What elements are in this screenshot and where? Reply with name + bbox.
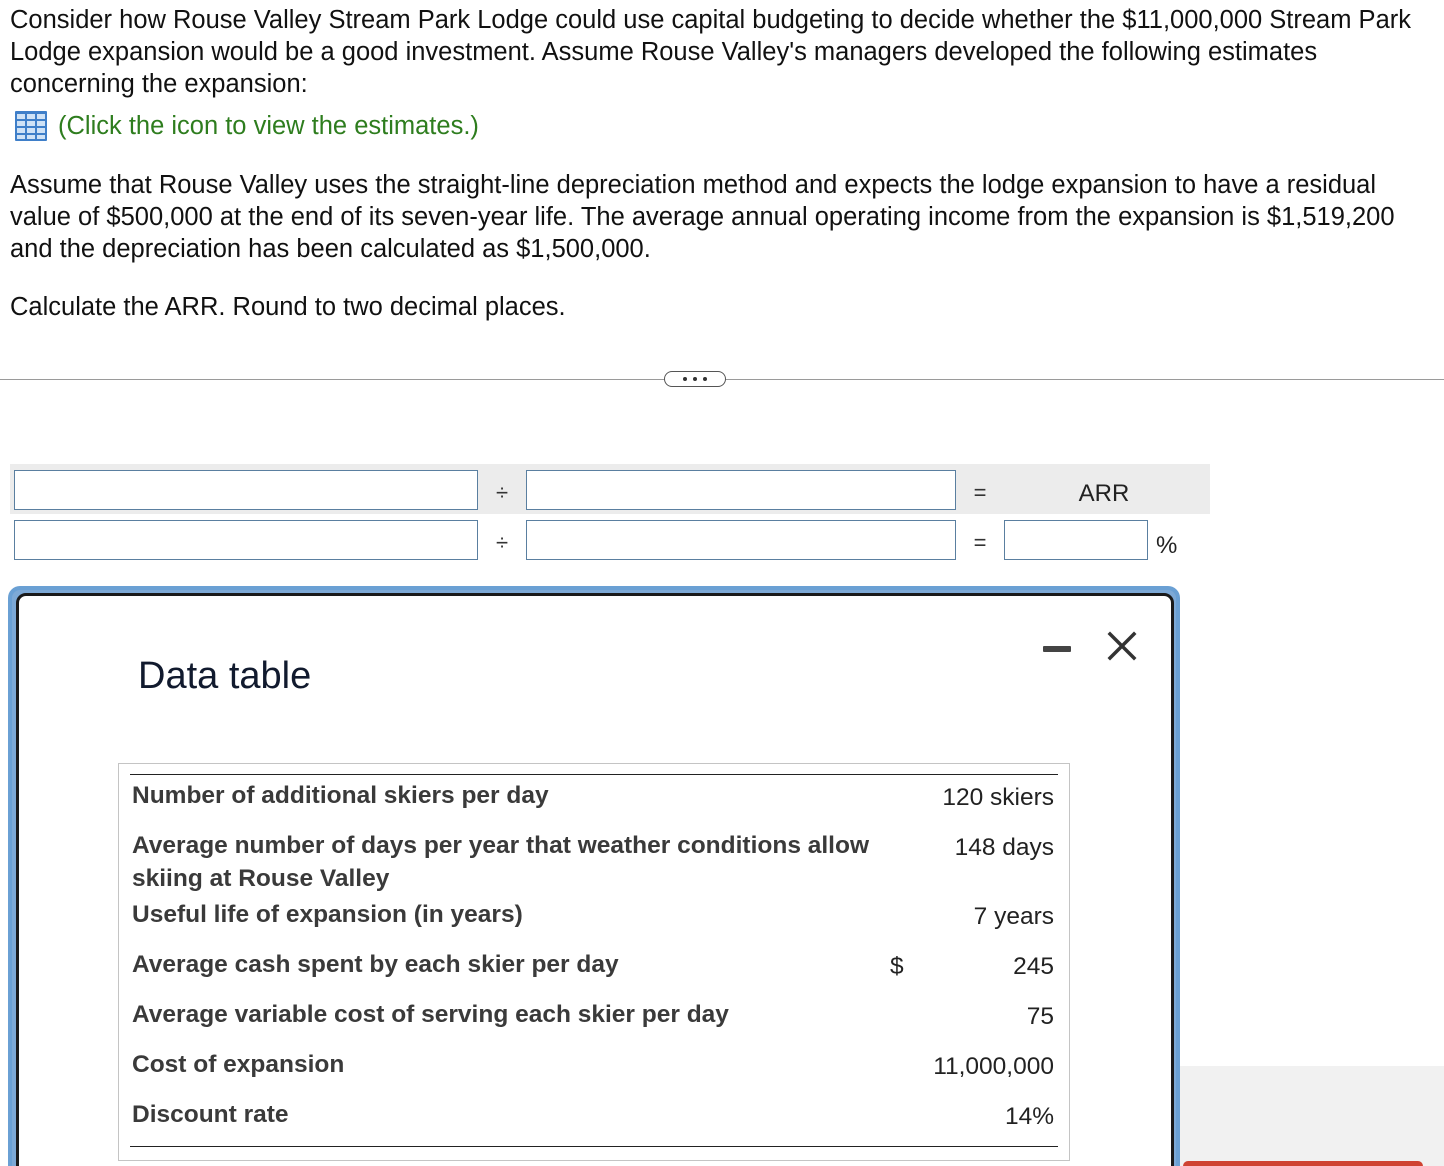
- problem-assumption: Assume that Rouse Valley uses the straight-line depreciation method and expects the lodge expansion to have a residual value of $500,000 at the end of its seven-year life. The average annual operating income from the expansion is $1,519,200 and the depreciation has been calculated as $1,500,000.: [10, 171, 1395, 263]
- arr-result-input[interactable]: [1004, 520, 1148, 560]
- problem-instruction: Calculate the ARR. Round to two decimal places.: [10, 293, 566, 321]
- equals-sign: =: [973, 530, 987, 555]
- row1-numerator-input[interactable]: [14, 470, 478, 510]
- table-row-value: 148 days: [954, 834, 1054, 861]
- equals-sign: =: [973, 480, 987, 505]
- table-row-label: Useful life of expansion (in years): [132, 901, 523, 928]
- more-options-button[interactable]: [664, 371, 726, 387]
- minimize-button[interactable]: [1040, 636, 1076, 660]
- divide-sign: ÷: [495, 480, 509, 505]
- row2-denominator-input[interactable]: [526, 520, 956, 560]
- close-icon[interactable]: [1104, 628, 1140, 664]
- action-button-edge[interactable]: [1183, 1161, 1423, 1166]
- close-button[interactable]: [1104, 628, 1140, 664]
- ellipsis-icon[interactable]: [683, 377, 687, 381]
- table-row-label: Discount rate: [132, 1101, 289, 1128]
- table-row-value: 75: [1026, 1003, 1054, 1030]
- table-row-value: 14%: [1004, 1103, 1054, 1130]
- table-bottom-rule: [130, 1146, 1058, 1147]
- table-row-label: Average cash spent by each skier per day: [132, 951, 619, 978]
- view-estimates-link[interactable]: [14, 110, 479, 142]
- row2-numerator-input[interactable]: [14, 520, 478, 560]
- table-top-rule: [130, 774, 1058, 775]
- table-row-value: 245: [1013, 953, 1054, 980]
- currency-symbol: $: [890, 953, 904, 980]
- table-row-value: 120 skiers: [942, 784, 1054, 811]
- percent-sign: %: [1156, 532, 1178, 559]
- estimates-link-text[interactable]: (Click the icon to view the estimates.): [58, 112, 479, 140]
- divide-sign: ÷: [495, 530, 509, 555]
- table-row-value: 11,000,000: [933, 1053, 1054, 1080]
- background-panel: [1180, 1066, 1444, 1166]
- table-row-label: Average number of days per year that weather conditions allow skiing at Rouse Valley: [132, 832, 870, 892]
- dialog-title: Data table: [138, 655, 312, 697]
- table-row-label: Cost of expansion: [132, 1051, 345, 1078]
- table-grid-icon[interactable]: [14, 110, 48, 142]
- row1-denominator-input[interactable]: [526, 470, 956, 510]
- arr-label: ARR: [1078, 480, 1130, 507]
- table-row-label: Average variable cost of serving each skier per day: [132, 1001, 729, 1028]
- minimize-icon[interactable]: [1043, 646, 1071, 652]
- table-row-value: 7 years: [973, 903, 1054, 930]
- problem-intro: Consider how Rouse Valley Stream Park Lodge could use capital budgeting to decide whether the $11,000,000 Stream Park Lodge expansion would be a good investment. Assume Rouse Valley's managers developed the following estimates concerning the expansion:: [10, 6, 1411, 98]
- table-row-label: Number of additional skiers per day: [132, 782, 549, 809]
